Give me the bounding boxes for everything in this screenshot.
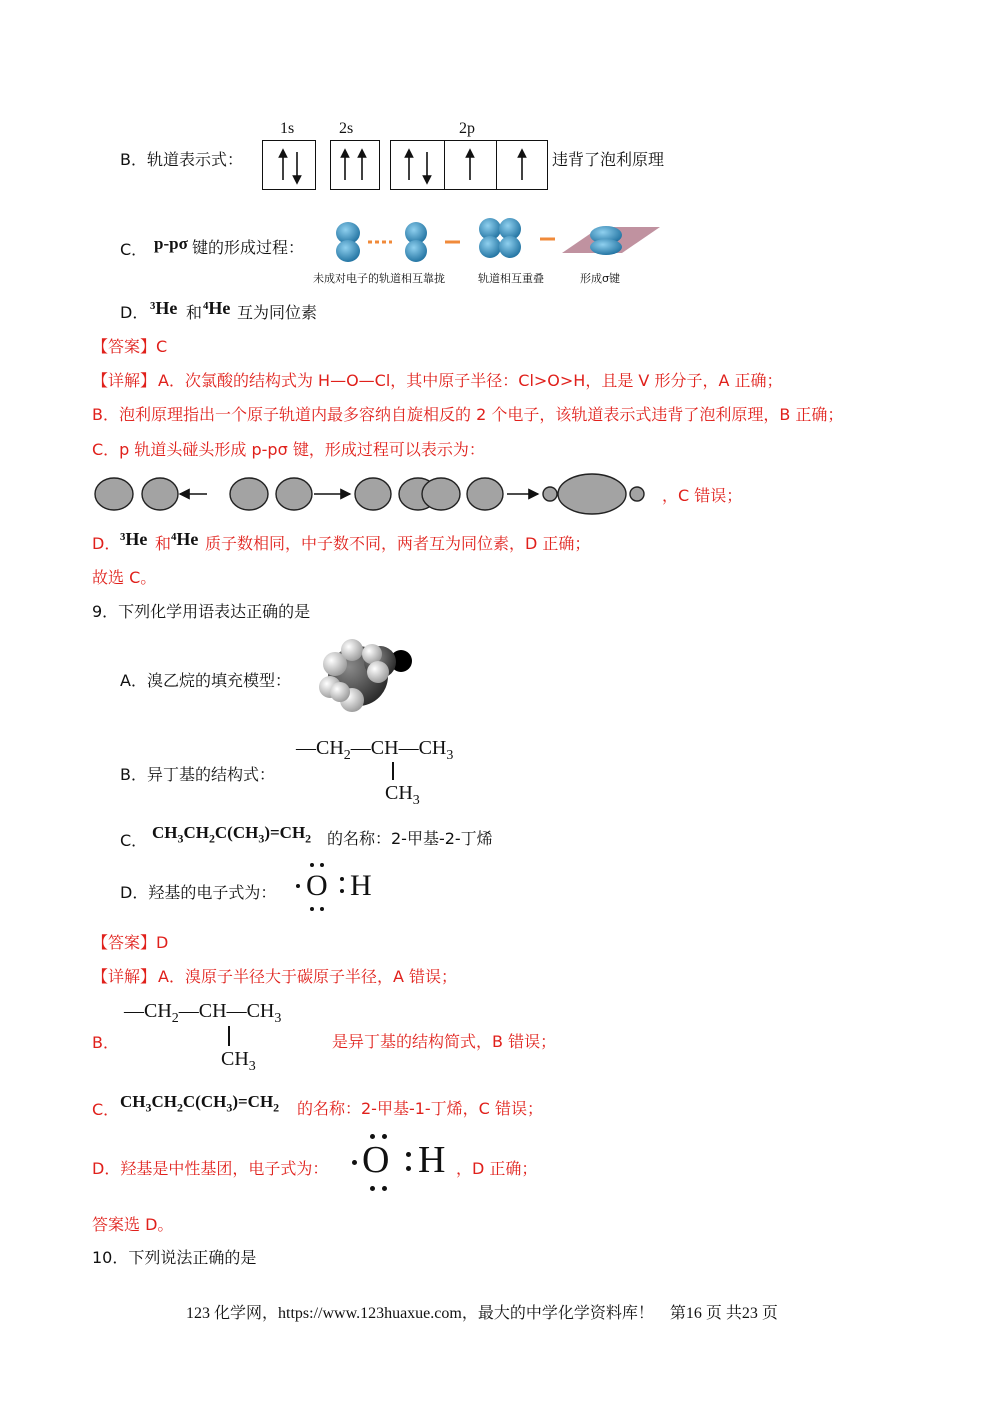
q8-detail-tag: 【详解】 [92, 371, 157, 390]
hydroxyl-electron-formula: O H [290, 859, 380, 915]
detail-isobutyl-branch: $CH_3$ [221, 1048, 256, 1074]
q9-detail-tag: 【详解】 [92, 967, 157, 986]
isobutyl-branch-bond [392, 762, 394, 780]
q9-detail-b-text: 是异丁基的结构简式，B 错误； [332, 1032, 557, 1051]
q8-option-c-text: 键的形成过程： [192, 238, 305, 257]
q9-option-b: B．异丁基的结构式： [120, 765, 275, 784]
p-p-sigma-diagram [92, 470, 662, 520]
q8-conclusion: 故选 C。 [92, 568, 157, 587]
q9-option-d: D．羟基的电子式为： [120, 883, 277, 902]
isobutyl-structure-main: $—CH_2—CH—CH_3$ [296, 737, 454, 763]
q8-option-d-and: 和 [186, 303, 203, 322]
orbital-label-1s: 1s [280, 120, 295, 137]
detail-hydroxyl-electron-formula: O H [348, 1130, 456, 1196]
q8-detail-d-text: 质子数相同，中子数不同，两者互为同位素，D 正确； [205, 534, 591, 553]
q9-detail-d-label: D．羟基是中性基团，电子式为： [92, 1159, 329, 1178]
q8-option-b-label: B．轨道表示式： [120, 150, 243, 169]
q9-option-c-label: C． [120, 831, 148, 850]
q8-option-d-label: D． [120, 303, 149, 322]
q8-detail-d-and: 和 [155, 534, 172, 553]
q8-detail-a: A．次氯酸的结构式为 H—O—Cl，其中原子半径：Cl>O>H，且是 V 形分子，A 正确； [158, 371, 783, 390]
q9-option-c-formula: $CH_3CH_2C(CH_3)=CH_2$ [152, 823, 312, 846]
isotope-he3: ³He [150, 298, 178, 318]
q9-conclusion: 答案选 D。 [92, 1215, 174, 1234]
q8-answer: 【答案】C [92, 337, 168, 356]
q9-detail-d-suffix: ，D 正确； [456, 1159, 538, 1178]
detail-isotope-he4: ⁴He [171, 529, 199, 549]
q10-title: 10．下列说法正确的是 [92, 1248, 257, 1267]
q8-detail-d-label: D． [92, 534, 121, 553]
q8-option-b-suffix: 违背了泡利原理 [552, 150, 665, 169]
q8-detail-b: B．泡利原理指出一个原子轨道内最多容纳自旋相反的 2 个电子，该轨道表示式违背了泡利原理，B 正确； [92, 405, 844, 424]
caption-sigma: 形成σ键 [580, 272, 620, 285]
caption-approach: 未成对电子的轨道相互靠拢 [313, 272, 445, 285]
q9-option-a: A．溴乙烷的填充模型： [120, 671, 291, 690]
orbital-label-2s: 2s [339, 120, 354, 137]
q9-detail-a: A．溴原子半径大于碳原子半径，A 错误； [158, 967, 457, 986]
detail-isobutyl-main: $—CH_2—CH—CH_3$ [124, 1000, 282, 1026]
q9-detail-b-label: B． [92, 1033, 119, 1052]
q9-title: 9．下列化学用语表达正确的是 [92, 602, 311, 621]
orbital-arrows [262, 140, 552, 192]
orbital-label-2p: 2p [459, 120, 475, 137]
q8-option-c-bond: p-pσ [154, 234, 188, 253]
caption-overlap: 轨道相互重叠 [478, 272, 544, 285]
page-footer: 123 化学网，https://www.123huaxue.com，最大的中学化学资料库！ 第16 页 共23 页 [186, 1305, 778, 1322]
bromoethane-space-filling-model [310, 632, 415, 717]
q8-option-d-text: 互为同位素 [237, 303, 318, 322]
isotope-he4: ⁴He [203, 298, 231, 318]
q9-detail-c-text: 的名称：2-甲基-1-丁烯，C 错误； [297, 1099, 543, 1118]
q8-detail-c: C．p 轨道头碰头形成 p-pσ 键，形成过程可以表示为： [92, 440, 485, 459]
q9-option-c-text: 的名称：2-甲基-2-丁烯 [327, 829, 493, 848]
detail-isobutyl-branch-bond [228, 1026, 230, 1046]
isobutyl-structure-branch: $CH_3$ [385, 782, 420, 808]
detail-isotope-he3: ³He [120, 529, 148, 549]
q9-detail-c-formula: $CH_3CH_2C(CH_3)=CH_2$ [120, 1092, 280, 1115]
q8-option-c-label: C． [120, 240, 148, 259]
q9-detail-c-label: C． [92, 1100, 120, 1119]
q8-detail-c-suffix: ，C 错误； [662, 486, 743, 505]
sigma-bond-formation-image [330, 215, 670, 265]
q9-answer: 【答案】D [92, 933, 169, 952]
